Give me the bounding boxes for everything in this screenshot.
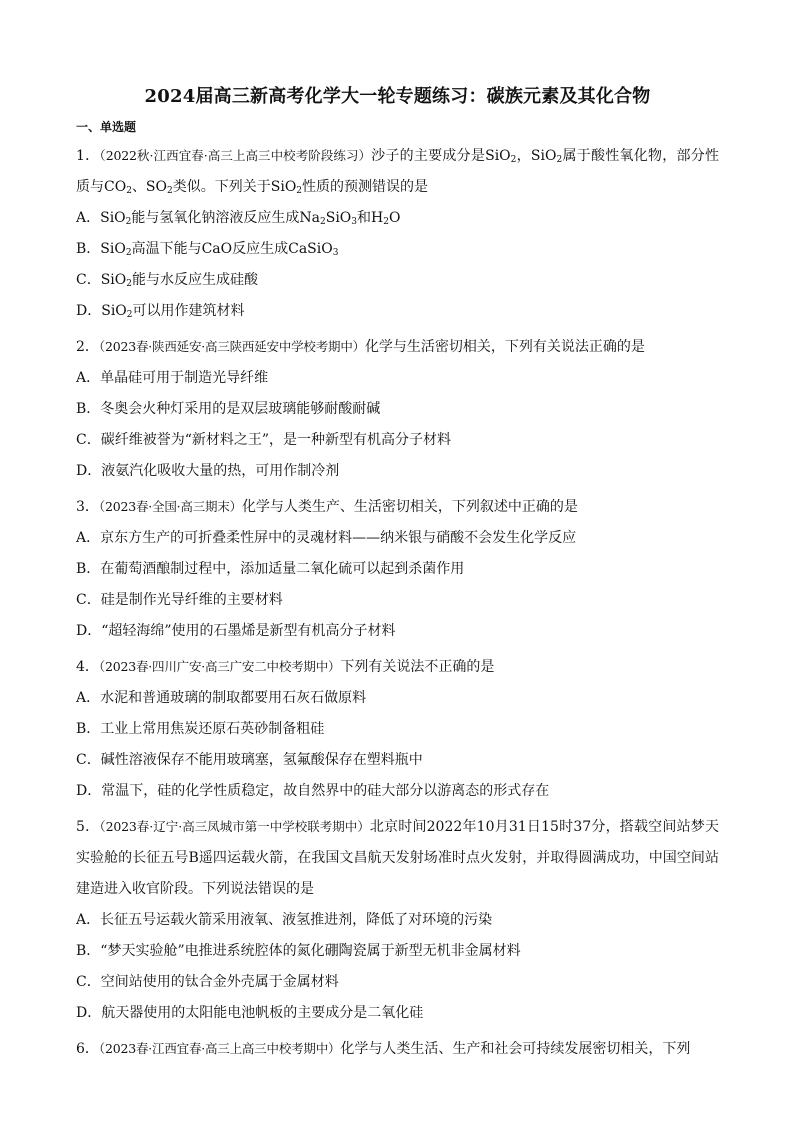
question-stem: 3．（2023春·全国·高三期末）化学与人类生产、生活密切相关，下列叙述中正确的是 <box>76 499 578 515</box>
option-c: C．SiO$_2$能与水反应生成硅酸 <box>76 272 258 289</box>
option-d: D．SiO$_2$可以用作建筑材料 <box>76 303 245 320</box>
option-a: A．京东方生产的可折叠柔性屏中的灵魂材料——纳米银与硝酸不会发生化学反应 <box>76 530 577 546</box>
question-list <box>76 140 719 1065</box>
section-heading: 一、单选题 <box>76 120 137 134</box>
option-b: B．冬奥会火种灯采用的是双层玻璃能够耐酸耐碱 <box>76 401 381 417</box>
question-5 <box>76 811 719 1029</box>
option-d: D．常温下，硅的化学性质稳定，故自然界中的硅大部分以游离态的形式存在 <box>76 783 550 799</box>
question-2 <box>76 331 719 487</box>
question-stem: 6．（2023春·江西宜春·高三上高三中校考期中）化学与人类生活、生产和社会可持续发展密切相关，下列 <box>76 1041 691 1057</box>
option-c: C．碳纤维被誉为“新材料之王”，是一种新型有机高分子材料 <box>76 432 452 448</box>
option-c: C．硅是制作光导纤维的主要材料 <box>76 592 283 608</box>
question-3 <box>76 491 719 647</box>
document-title: 2024届高三新高考化学大一轮专题练习：碳族元素及其化合物 <box>144 86 651 107</box>
option-c: C．空间站使用的钛合金外壳属于金属材料 <box>76 974 339 990</box>
question-4 <box>76 651 719 807</box>
option-d: D．“超轻海绵”使用的石墨烯是新型有机高分子材料 <box>76 623 396 639</box>
question-stem: 2．（2023春·陕西延安·高三陕西延安中学校考期中）化学与生活密切相关，下列有关说法正确的是 <box>76 339 645 355</box>
question-stem: 4．（2023春·四川广安·高三广安二中校考期中）下列有关说法不正确的是 <box>76 659 495 675</box>
question-1 <box>76 140 719 327</box>
option-a: A．水泥和普通玻璃的制取都要用石灰石做原料 <box>76 690 367 706</box>
question-stem: 5．（2023春·辽宁·高三凤城市第一中学校联考期中）北京时间2022年10月31日15时37分，搭载空间站梦天实验舱的长征五号B遥四运载火箭，在我国文昌航天发射场准时点火发射，并取得圆满成功，中国空间站建造进入收官阶段。下列说法错误的是 <box>76 819 719 897</box>
option-b: B．工业上常用焦炭还原石英砂制备粗硅 <box>76 721 325 737</box>
option-d: D．航天器使用的太阳能电池帆板的主要成分是二氧化硅 <box>76 1005 424 1021</box>
option-b: B．SiO$_2$高温下能与CaO反应生成CaSiO$_3$ <box>76 241 339 258</box>
option-a: A．单晶硅可用于制造光导纤维 <box>76 370 269 386</box>
question-6 <box>76 1033 719 1065</box>
option-a: A．长征五号运载火箭采用液氧、液氢推进剂，降低了对环境的污染 <box>76 912 493 928</box>
option-d: D．液氨汽化吸收大量的热，可用作制冷剂 <box>76 463 340 479</box>
option-c: C．碱性溶液保存不能用玻璃塞，氢氟酸保存在塑料瓶中 <box>76 752 423 768</box>
option-b: B．在葡萄酒酿制过程中，添加适量二氧化硫可以起到杀菌作用 <box>76 561 465 577</box>
option-b: B．“梦天实验舱”电推进系统腔体的氮化硼陶瓷属于新型无机非金属材料 <box>76 943 521 959</box>
option-a: A．SiO$_2$能与氢氧化钠溶液反应生成$Na_2SiO_3$和$H_2O$ <box>76 210 401 227</box>
question-stem: 1．（2022秋·江西宜春·高三上高三中校考阶段练习）沙子的主要成分是SiO$_2$，SiO$_2$属于酸性氧化物，部分性质与$CO_2$、$SO_2$类似。下列关于SiO$_2$性质的预测错误的是 <box>76 148 719 196</box>
